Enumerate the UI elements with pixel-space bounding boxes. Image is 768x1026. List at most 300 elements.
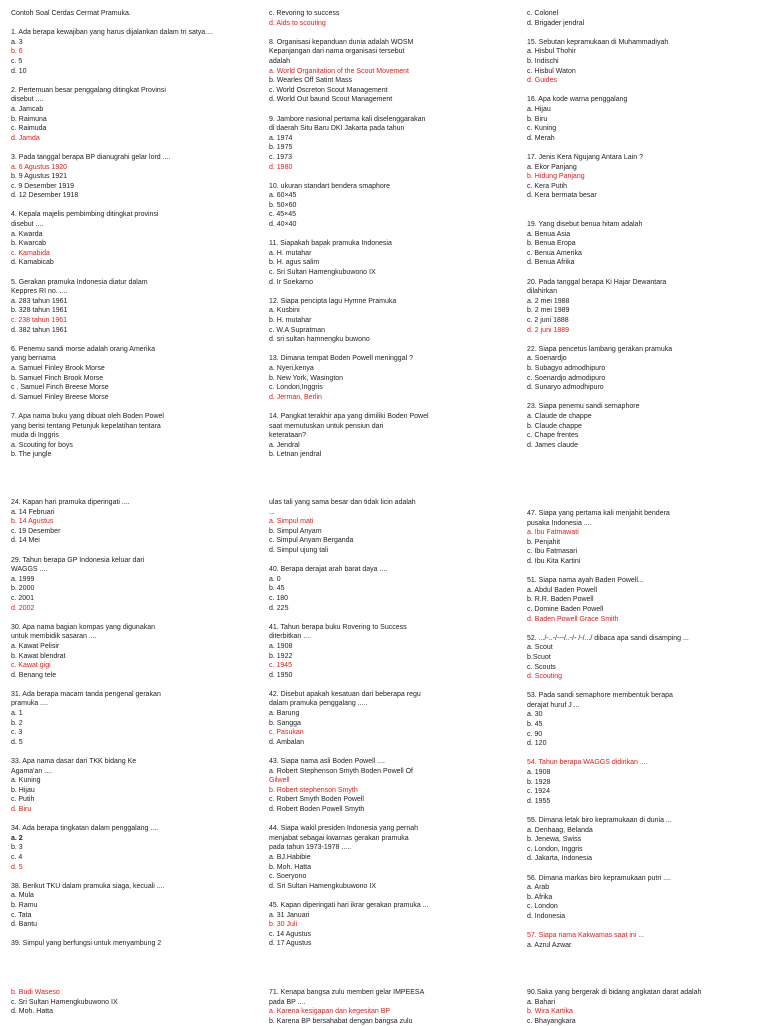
text-line: a. Azrul Azwar <box>527 941 572 949</box>
text-line: b. 328 tahun 1961 <box>11 307 68 315</box>
text-line: 24. Kapan hari pramuka diperingati .... <box>11 499 130 506</box>
spacer <box>527 268 759 278</box>
text-line: c. 9 Desember 1919 <box>11 182 75 190</box>
text-line: 11. Siapakah bapak pramuka Indonesia <box>269 240 392 248</box>
text-line: d. 12 Desember 1918 <box>11 192 79 200</box>
spacer <box>11 268 243 278</box>
text-line: d. Moh. Hatta <box>11 1008 54 1016</box>
text-line: menjabat sebagai kwarnas gerakan pramuka <box>269 834 409 842</box>
text-line: a. Hijau <box>527 105 551 113</box>
text-line: 39. Simpul yang berfungsi untuk menyambung 2 <box>11 940 162 948</box>
spacer <box>527 749 759 759</box>
text-line: 9. Jambore nasional pertama kali diselenggarakan <box>269 115 426 123</box>
text-line: a. Arab <box>527 884 550 892</box>
text-line: a. 2 mei 1988 <box>527 297 570 305</box>
text-line: b. 1922 <box>269 652 293 660</box>
text-line: 17. Jenis Kera Ngujang Antara Lain ? <box>527 153 643 161</box>
text-line: Keppres RI no. .... <box>11 288 68 296</box>
text-line: 90.Saka yang bergerak di bidang angkatan darat adalah <box>527 989 702 996</box>
answer-line: c. Kamabida <box>11 249 50 257</box>
text-line: c. Kera Putih <box>527 182 568 190</box>
text-line: b. Letnan jendral <box>269 451 322 459</box>
text-line: b. 3 <box>11 844 23 852</box>
column-2-top <box>269 9 501 460</box>
text-line: b. 50×60 <box>269 201 297 209</box>
column-3-middle <box>527 509 759 950</box>
text-line: d. Bantu <box>11 921 38 929</box>
text-line: 29. Tahun berapa GP Indonesia keluar dari <box>11 556 145 564</box>
text-line: d. Sri Sultan Hamengkubuwono IX <box>269 882 377 890</box>
answer-line: a. Ibu Fatmawati <box>527 529 579 537</box>
spacer <box>269 613 501 623</box>
text-line: b. Claude chappe <box>527 422 582 430</box>
text-line: b.Scuot <box>527 653 551 661</box>
text-line: d. Ir Soekarno <box>269 278 313 286</box>
answer-line: a. World Organitation of the Scout Movement <box>269 67 409 75</box>
column-2-middle <box>269 498 501 949</box>
text-line: 2. Pertemuan besar penggalang ditingkat Provinsi <box>11 86 166 94</box>
spacer <box>11 19 243 29</box>
text-line: c. World Oscreton Scout Management <box>269 86 388 94</box>
text-line: 13. Dimana tempat Boden Powell meninggal ? <box>269 355 413 363</box>
text-line: a. 30 <box>527 711 543 719</box>
spacer <box>269 891 501 901</box>
column-1-middle <box>11 498 243 949</box>
text-line: d. World Out baund Scout Management <box>269 96 393 104</box>
text-line: d. Samuel Finley Breese Morse <box>11 393 109 401</box>
answer-line: d. Baden Powell Grace Smith <box>527 615 619 623</box>
text-line: b. Indischi <box>527 57 559 65</box>
text-line: pusaka Indonesia .... <box>527 519 592 527</box>
text-line: c. 14 Agustus <box>269 930 312 938</box>
text-line: 51. Siapa nama ayah Baden Powell... <box>527 577 644 585</box>
text-line: a. Denhaag, Belanda <box>527 826 593 834</box>
text-line: ulas tali yang sama besar dan tidak licin adalah <box>269 499 416 506</box>
text-line: 4. Kepala majelis pembimbing ditingkat provinsi <box>11 211 159 219</box>
text-line: c. W.A Supratman <box>269 326 326 334</box>
text-line: b. Simpul Anyam <box>269 527 322 535</box>
text-line: b. 45 <box>527 721 543 729</box>
answer-line: b. Wira Kartika <box>527 1008 573 1016</box>
text-line: b. The jungle <box>11 451 52 459</box>
text-line: d. Brigader jendral <box>527 19 585 27</box>
answer-line: c. 1945 <box>269 662 292 670</box>
text-line: a. 0 <box>269 575 281 583</box>
spacer <box>269 172 501 182</box>
spacer <box>527 143 759 153</box>
text-line: 56. Dimana markas biro kepramukaan putri .... <box>527 874 671 882</box>
answer-line: 57. Siapa nama Kakwamas saat ini ... <box>527 932 645 940</box>
column-3-top <box>527 9 759 450</box>
answer-line: d. Jamda <box>11 134 40 142</box>
text-line: b. H. mutahar <box>269 317 312 324</box>
text-line: c. Hisbul Waton <box>527 67 576 75</box>
spacer <box>527 682 759 692</box>
spacer <box>11 143 243 153</box>
text-line: a. Barung <box>269 710 300 718</box>
text-line: keterataan? <box>269 432 306 440</box>
text-line: 52. .../-..-/---/..-/- /-/.../ dibaca apa sandi disamping ... <box>527 634 689 642</box>
spacer <box>527 624 759 634</box>
text-line: 20. Pada tanggal berapa Ki Hajar Dewantara <box>527 278 667 286</box>
text-line: c. 4 <box>11 853 23 861</box>
text-line: a. Mula <box>11 892 34 900</box>
text-line: c. Chape frentes <box>527 432 579 440</box>
answer-line: c. Pasukan <box>269 729 304 737</box>
answer-line: a. 6 Agustus 1920 <box>11 163 68 171</box>
answer-line: a. Simpul mati <box>269 518 314 526</box>
text-line: c . Samuel Finch Breese Morse <box>11 384 109 392</box>
text-line: a. 60×45 <box>269 192 297 200</box>
text-line: d. 40×40 <box>269 221 297 229</box>
text-line: 8. Organisasi kepanduan dunia adalah WOSM <box>269 38 414 46</box>
text-line: c. Sri Sultan Hamengkubuwono IX <box>11 998 118 1006</box>
text-line: d. Kamabicab <box>11 259 54 267</box>
text-line: c. Domine Baden Powell <box>527 605 604 613</box>
text-line: b. 1975 <box>269 144 293 152</box>
text-line: a. 1974 <box>269 134 293 142</box>
text-line: disebut .... <box>11 221 44 229</box>
text-line: 45. Kapan diperingati hari ikrar gerakan pramuka ... <box>269 901 429 909</box>
text-line: c. 90 <box>527 730 543 738</box>
text-line: 16. Apa kode warna penggalang <box>527 96 628 104</box>
text-line: b. Samuel Finch Brook Morse <box>11 374 104 382</box>
text-line: d. Kera bermata besar <box>527 192 597 200</box>
text-line: diterbitkan .... <box>269 633 312 641</box>
answer-line: d. Biru <box>11 806 32 813</box>
answer-line: d. Guides <box>527 77 557 85</box>
text-line: a. Ekor Panjang <box>527 163 577 171</box>
text-line: c. 1924 <box>527 788 550 796</box>
text-line: a. 1908 <box>269 642 293 650</box>
text-line: d. 225 <box>269 604 289 612</box>
text-line: a. 2 <box>11 834 23 842</box>
spacer <box>269 287 501 297</box>
text-line: a. Scouting for boys <box>11 441 73 449</box>
text-line: pramuka .... <box>11 700 48 708</box>
spacer <box>527 210 759 220</box>
answer-line: b. Budi Waseso <box>11 989 60 996</box>
text-line: a. 3 <box>11 38 23 46</box>
text-line: a. Robert Stephenson Smyth Boden Powell Of <box>269 767 413 775</box>
text-line: a. 14 Februari <box>11 508 55 516</box>
spacer <box>527 393 759 403</box>
column-1-top <box>11 9 243 460</box>
text-line: a. Kwarda <box>11 230 43 238</box>
text-line: c. Soenardjo admodipuro <box>527 374 606 382</box>
text-line: b. Moh. Hatta <box>269 863 312 871</box>
text-line: d. Jakarta, Indonesia <box>527 855 592 863</box>
text-line: c. 2001 <box>11 594 34 602</box>
text-line: d. Robert Boden Powell Smyth <box>269 806 365 813</box>
text-line: b. R.R. Baden Powell <box>527 596 594 604</box>
column-2-footer <box>269 988 501 1026</box>
text-line: 23. Siapa penemu sandi semaphore <box>527 403 640 411</box>
text-line: 3. Pada tanggal berapa BP dianugrahi gelar lord .... <box>11 153 171 161</box>
text-line: 6. Penemu sandi morse adalah orang Amerika <box>11 345 155 353</box>
text-line: b. Sangga <box>269 719 301 727</box>
text-line: derajat huruf J ... <box>527 701 580 709</box>
text-line: b. 2 mei 1989 <box>527 307 570 315</box>
text-line: saat memutuskan untuk pensiun dari <box>269 422 384 430</box>
spacer <box>527 806 759 816</box>
text-line: b. Kawat blendrat <box>11 652 66 660</box>
answer-line: d. Aids to scouting <box>269 19 326 27</box>
text-line: 22. Siapa pencetus lambang gerakan pramuka <box>527 345 673 353</box>
text-line: b. Penjahit <box>527 538 561 546</box>
text-line: b. Jenewa, Swiss <box>527 836 582 844</box>
text-line: d. 5 <box>11 738 23 746</box>
text-line: a. 1908 <box>527 769 551 777</box>
spacer <box>11 546 243 556</box>
text-line: b. Biru <box>527 115 548 123</box>
spacer <box>269 815 501 825</box>
text-line: d. 17 Agustus <box>269 940 312 948</box>
text-line: c. Simpul Anyam Berganda <box>269 537 354 545</box>
spacer <box>527 335 759 345</box>
text-line: a. Benua Asia <box>527 230 571 238</box>
text-line: b. Afrika <box>527 893 553 901</box>
text-line: b. 45 <box>269 585 285 593</box>
column-1-footer <box>11 988 243 1017</box>
spacer <box>11 872 243 882</box>
text-line: 41. Tahun berapa buku Rovering to Success <box>269 623 407 631</box>
text-line: c. 19 Desember <box>11 527 61 535</box>
spacer <box>269 402 501 412</box>
text-line: 34. Ada berapa tingkatan dalam penggalang .... <box>11 825 159 833</box>
spacer <box>269 28 501 38</box>
answer-line: d. 1980 <box>269 163 293 171</box>
text-line: d. 120 <box>527 740 547 748</box>
text-line: 47. Siapa yang pertama kali menjahit bendera <box>527 510 670 517</box>
text-line: b. Hijau <box>11 786 35 794</box>
answer-line: d. 2002 <box>11 604 35 612</box>
text-line: d. Benang tele <box>11 671 57 679</box>
answer-line: c. 238 tahun 1961 <box>11 317 68 324</box>
text-line: d. Indonesia <box>527 912 566 920</box>
text-line: d. Ibu Kita Kartini <box>527 557 581 565</box>
text-line: c. Raimuda <box>11 125 47 133</box>
text-line: b. H. agus salim <box>269 259 320 267</box>
text-line: a. 1999 <box>11 575 35 583</box>
text-line: pada tahun 1973-1978 ..... <box>269 844 352 852</box>
text-line: a. Samuel Finley Brook Morse <box>11 364 105 372</box>
text-line: dilahirkan <box>527 288 557 296</box>
text-line: d. 10 <box>11 67 27 75</box>
text-line: a. Jamcab <box>11 105 44 113</box>
text-line: c. 1973 <box>269 153 292 161</box>
text-line: Contoh Soal Cerdas Cermat Pramuka. <box>11 10 131 17</box>
text-line: WAGGS .... <box>11 566 48 574</box>
text-line: b. 2 <box>11 719 23 727</box>
text-line: a. Hisbul Thohir <box>527 48 576 56</box>
answer-line: d. Jerman, Berlin <box>269 393 322 401</box>
text-line: d. 382 tahun 1961 <box>11 326 68 334</box>
text-line: 1. Ada berapa kewajiban yang harus dijalankan dalam tri satya.... <box>11 29 213 37</box>
text-line: b. Wearles Off Satint Mass <box>269 77 352 85</box>
text-line: adalah <box>269 57 291 65</box>
text-line: c. London, Inggris <box>527 845 583 853</box>
text-line: a. BJ.Habibie <box>269 853 311 861</box>
text-line: yang berisi tentang Petunjuk kepelatihan tentara <box>11 422 161 430</box>
text-line: d. Benua Afrika <box>527 259 575 267</box>
text-line: di daerah Situ Baru DKI Jakarta pada tahun <box>269 125 405 133</box>
answer-line: d. Scouting <box>527 673 563 681</box>
text-line: 42. Disebut apakah kesatuan dari beberapa regu <box>269 690 421 698</box>
spacer <box>269 105 501 115</box>
spacer <box>11 613 243 623</box>
text-line: Agama'an .... <box>11 767 53 775</box>
text-line: untuk membidik sasaran .... <box>11 633 97 641</box>
text-line: disebut .... <box>11 96 44 104</box>
spacer <box>11 76 243 86</box>
text-line: 43. Siapa nama asli Boden Powell .... <box>269 758 385 766</box>
text-line: c. Soeryono <box>269 873 307 881</box>
text-line: d. 14 Mei <box>11 537 40 545</box>
text-line: c. 5 <box>11 57 23 65</box>
spacer <box>527 922 759 932</box>
text-line: c. Scouts <box>527 663 556 671</box>
text-line: d. 1950 <box>269 671 293 679</box>
text-line: c. Robert Smyth Boden Powell <box>269 796 364 804</box>
spacer <box>527 28 759 38</box>
text-line: c. 3 <box>11 729 23 737</box>
answer-line: c. Kawat gigi <box>11 662 51 670</box>
text-line: 15. Sebutan kepramukaan di Muhammadiyah <box>527 38 669 46</box>
text-line: d. James claude <box>527 441 578 449</box>
answer-line: Gilwell <box>269 777 290 785</box>
text-line: a. Bahari <box>527 998 556 1006</box>
text-line: a. 31 Januari <box>269 911 310 919</box>
text-line: c. London,Inggris <box>269 384 323 392</box>
text-line: d. sri sultan hamnengku buwono <box>269 336 370 344</box>
spacer <box>269 556 501 566</box>
text-line: 31. Ada berapa macam tanda pengenal gerakan <box>11 690 161 698</box>
text-line: a. Nyeri,kenya <box>269 364 314 372</box>
text-line: c. Ibu Fatmasari <box>527 548 578 556</box>
text-line: b. Benua Eropa <box>527 240 576 248</box>
text-line: d. 1955 <box>527 797 551 805</box>
text-line: dalam pramuka penggalang ..... <box>269 700 368 708</box>
text-line: a. Kawat Pelisir <box>11 642 60 650</box>
text-line: 44. Siapa wakil presiden Indonesia yang pernah <box>269 825 419 833</box>
text-line: 14. Pangkat terakhir apa yang dimiliki Boden Powel <box>269 412 429 420</box>
text-line: a. Kuning <box>11 777 41 785</box>
text-line: a. Kusbini <box>269 307 300 315</box>
text-line: 53. Pada sandi semaphore membentuk berapa <box>527 692 673 700</box>
spacer <box>11 815 243 825</box>
spacer <box>527 86 759 96</box>
answer-line: d. 5 <box>11 863 23 871</box>
text-line: c. Sri Sultan Hamengkubuwono IX <box>269 269 376 277</box>
text-line: Kepanjangan dari nama organisasi tersebut <box>269 48 405 56</box>
text-line: b. Kwarcab <box>11 240 47 248</box>
text-line: c. 180 <box>269 594 289 602</box>
spacer <box>527 201 759 211</box>
text-line: pada BP .... <box>269 998 306 1006</box>
spacer <box>527 567 759 577</box>
spacer <box>269 230 501 240</box>
text-line: c. Bhayangkara <box>527 1017 576 1025</box>
text-line: a. Jendral <box>269 441 300 449</box>
spacer <box>11 402 243 412</box>
text-line: a. Abdul Baden Powell <box>527 586 598 594</box>
spacer <box>269 680 501 690</box>
text-line: 12. Siapa pencipta lagu Hymne Pramuka <box>269 297 397 305</box>
text-line: a. 283 tahun 1961 <box>11 297 68 305</box>
answer-line: a. Karena kesigapan dan kegesitan BP <box>269 1008 391 1016</box>
answer-line: b. 30 Juli <box>269 921 298 929</box>
text-line: b. Raimuna <box>11 115 47 123</box>
answer-line: d. 2 juni 1889 <box>527 326 570 334</box>
text-line: b. 1928 <box>527 778 551 786</box>
text-line: ... <box>269 508 275 516</box>
text-line: b. Karena BP bersahabat dengan bangsa zulu <box>269 1017 413 1025</box>
spacer <box>11 201 243 211</box>
answer-line: b. Hidung Panjang <box>527 173 585 181</box>
spacer <box>11 335 243 345</box>
text-line: 10. ukuran standart bendera smaphore <box>269 182 391 190</box>
text-line: c. Colonel <box>527 10 559 17</box>
text-line: yang bernama <box>11 355 56 363</box>
text-line: 19. Yang disebut benua hitam adalah <box>527 221 643 229</box>
text-line: 5. Gerakan pramuka Indonesia diatur dalam <box>11 278 148 286</box>
answer-line: b. 14 Agustus <box>11 518 54 526</box>
text-line: c. 45×45 <box>269 211 297 219</box>
text-line: muda di Inggris <box>11 432 59 440</box>
text-line: c. Revoring to success <box>269 10 340 17</box>
column-3-footer <box>527 988 759 1026</box>
spacer <box>269 345 501 355</box>
spacer <box>269 747 501 757</box>
text-line: c. Kuning <box>527 125 557 133</box>
text-line: d. Simpul ujung tali <box>269 546 329 554</box>
text-line: d. Merah <box>527 134 555 142</box>
spacer <box>527 864 759 874</box>
spacer <box>11 680 243 690</box>
text-line: b. 9 Agustus 1921 <box>11 173 68 181</box>
text-line: d. Ambalan <box>269 738 305 746</box>
text-line: b. Subagyo admodhipuro <box>527 364 606 372</box>
text-line: 71. Kenapa bangsa zulu memberi gelar IMPEESA <box>269 989 425 996</box>
text-line: c. Benua Amerika <box>527 249 582 257</box>
text-line: 55. Dimana letak biro kepramukaan di dunia ... <box>527 817 672 824</box>
spacer <box>11 747 243 757</box>
text-line: a. H. mutahar <box>269 249 312 257</box>
text-line: a. Scout <box>527 644 553 652</box>
text-line: 7. Apa nama buku yang dibuat oleh Boden Powel <box>11 412 164 420</box>
spacer <box>11 930 243 940</box>
text-line: d. Sunaryo admodhipuro <box>527 384 604 392</box>
answer-line: 54. Tahun berapa WAGGS didirikan .... <box>527 759 648 767</box>
text-line: c. London <box>527 903 558 911</box>
text-line: c. Tata <box>11 911 32 919</box>
text-line: 30. Apa nama bagian kompas yang digunakan <box>11 623 155 631</box>
text-line: 40. Berapa derajat arah barat daya .... <box>269 566 388 574</box>
text-line: c. Putih <box>11 796 35 804</box>
text-line: a. Claude de chappe <box>527 412 592 420</box>
text-line: b. Ramu <box>11 901 38 909</box>
text-line: a. 1 <box>11 710 23 718</box>
answer-line: b. Robert stephenson Smyth <box>269 786 358 794</box>
text-line: c. 2 juni 1888 <box>527 317 569 324</box>
answer-line: b. 6 <box>11 48 23 56</box>
text-line: a. Soenardjo <box>527 355 567 363</box>
text-line: b. New York, Wasington <box>269 374 344 382</box>
text-line: 38. Berikut TKU dalam pramuka siaga, kecuali .... <box>11 882 165 890</box>
text-line: b. 2000 <box>11 585 35 593</box>
text-line: 33. Apa nama dasar dari TKK bidang Ke <box>11 758 137 766</box>
